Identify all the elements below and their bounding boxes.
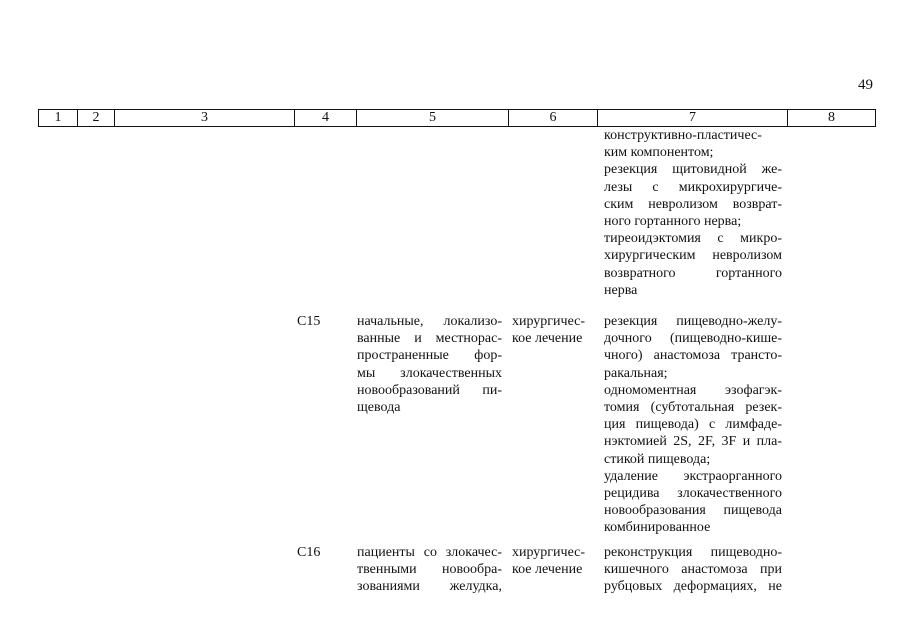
text-line: начальные, локализо-	[357, 314, 502, 329]
text-line: мы злокачественных	[357, 365, 502, 381]
text-line: ским невролизом возврат-	[604, 196, 782, 212]
text-line: новообразований пи-	[357, 382, 502, 398]
text-line: резекция щитовидной же-	[604, 162, 782, 178]
text-line: возвратного гортанного	[604, 265, 782, 281]
header-cell: 8	[787, 110, 875, 126]
text-line: ного гортанного нерва;	[604, 214, 742, 230]
text-line: хирургичес-	[512, 545, 586, 560]
text-line: томия (субтотальная резек-	[604, 400, 782, 416]
text-line: ванные и местнорас-	[357, 331, 502, 347]
row-treatment-c15	[512, 313, 600, 347]
text-line: комбинированное	[604, 520, 711, 536]
methods-continuation	[604, 127, 782, 299]
text-line: ция пищевода) с лимфаде-	[604, 417, 782, 433]
text-line: кое лечение	[512, 562, 583, 578]
header-cell: 6	[508, 110, 597, 126]
text-line: ким компонентом;	[604, 145, 714, 161]
row-code-c16: C16	[297, 545, 321, 560]
text-line: нэктомией 2S, 2F, 3F и пла-	[604, 434, 782, 450]
header-cell: 4	[294, 110, 356, 126]
row-description-c15	[357, 313, 502, 416]
text-line: твенными новообра-	[357, 562, 502, 578]
text-line: конструктивно-пластичес-	[604, 128, 762, 143]
text-line: рубцовых деформациях, не	[604, 579, 782, 595]
text-line: щевода	[357, 400, 401, 416]
table-header-row	[38, 109, 876, 127]
header-cell: 3	[114, 110, 294, 126]
text-line: чного) анастомоза трансто-	[604, 348, 782, 364]
text-line: нерва	[604, 282, 638, 298]
header-cell: 2	[77, 110, 114, 126]
text-line: кишечного анастомоза при	[604, 562, 782, 578]
row-methods-c16	[604, 544, 782, 596]
text-line: реконструкция пищеводно-	[604, 545, 782, 560]
text-line: резекция пищеводно-желу-	[604, 314, 782, 329]
text-line: хирургическим невролизом	[604, 248, 782, 264]
text-line: тиреоидэктомия с микро-	[604, 231, 782, 247]
text-line: одномоментная эзофагэк-	[604, 382, 782, 398]
row-methods-c15	[604, 313, 782, 537]
text-line: кое лечение	[512, 331, 583, 347]
row-description-c16	[357, 544, 502, 596]
header-cell: 1	[54, 110, 62, 125]
text-line: хирургичес-	[512, 314, 586, 329]
text-line: удаление экстраорганного	[604, 468, 782, 484]
row-code-c15: C15	[297, 314, 321, 329]
text-line: ракальная;	[604, 365, 668, 381]
header-cell: 5	[356, 110, 508, 126]
page-number: 49	[858, 77, 873, 93]
text-line: дочного (пищеводно-кише-	[604, 331, 782, 347]
text-line: пространенные фор-	[357, 348, 502, 364]
row-treatment-c16	[512, 544, 600, 578]
text-line: пациенты со злокачес-	[357, 545, 502, 560]
text-line: рецидива злокачественного	[604, 486, 782, 502]
text-line: новообразования пищевода	[604, 503, 782, 519]
header-cell: 7	[597, 110, 787, 126]
text-line: стикой пищевода;	[604, 451, 711, 467]
text-line: лезы с микрохирургиче-	[604, 179, 782, 195]
text-line: зованиями желудка,	[357, 579, 502, 595]
